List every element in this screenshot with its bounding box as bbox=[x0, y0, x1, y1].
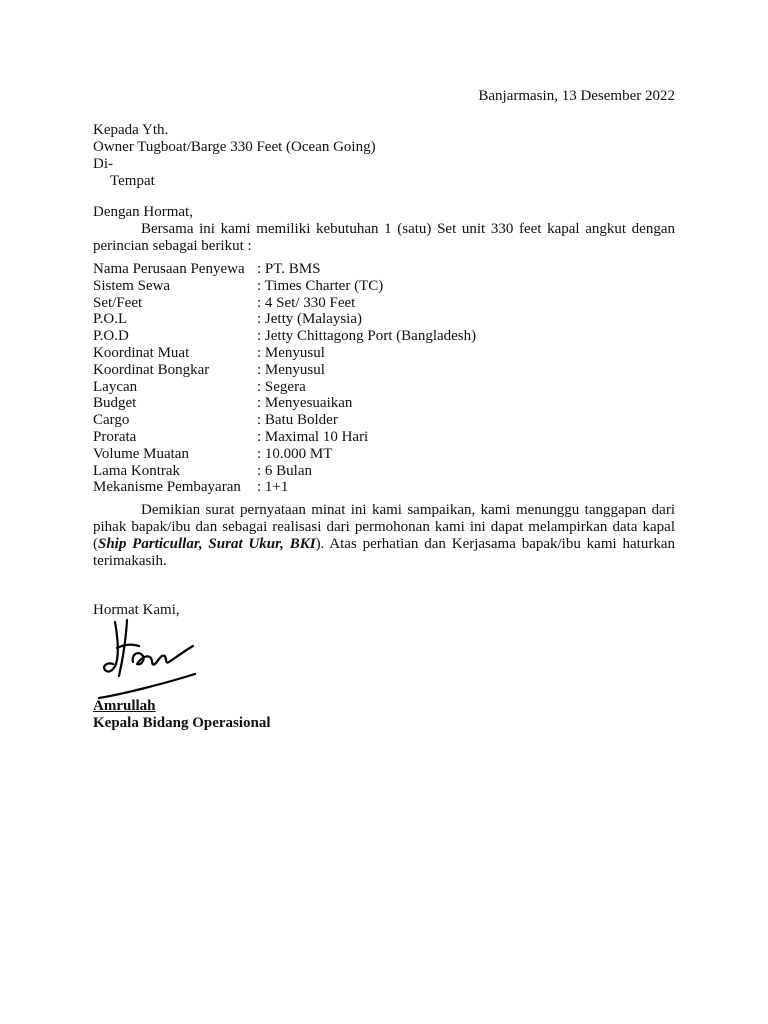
detail-label: Volume Muatan bbox=[93, 445, 189, 462]
sign-off: Hormat Kami, bbox=[93, 602, 180, 618]
detail-row bbox=[93, 278, 653, 295]
recipient-place: Tempat bbox=[110, 173, 155, 189]
detail-value: : Jetty (Malaysia) bbox=[257, 311, 362, 328]
detail-row bbox=[93, 345, 653, 362]
detail-row bbox=[93, 311, 653, 328]
detail-value: : Jetty Chittagong Port (Bangladesh) bbox=[257, 328, 477, 345]
intro-paragraph bbox=[93, 221, 675, 255]
detail-value: : Menyusul bbox=[257, 361, 325, 378]
greeting: Dengan Hormat, bbox=[93, 204, 193, 220]
detail-label: P.O.D bbox=[93, 328, 129, 345]
detail-value: : 10.000 MT bbox=[257, 445, 333, 462]
signer-title: Kepala Bidang Operasional bbox=[93, 715, 271, 731]
detail-label: Koordinat Muat bbox=[93, 344, 190, 361]
detail-value: : Menyusul bbox=[257, 344, 325, 361]
handwritten-signature bbox=[93, 614, 203, 704]
detail-row bbox=[93, 379, 653, 396]
intro-text: Bersama ini kami memiliki kebutuhan 1 (satu) Set unit 330 feet kapal angkut dengan perincian sebagai berikut : bbox=[93, 221, 675, 254]
detail-label: Lama Kontrak bbox=[93, 462, 181, 479]
detail-row bbox=[93, 295, 653, 312]
recipient-di: Di- bbox=[93, 156, 113, 172]
detail-label: Cargo bbox=[93, 412, 130, 429]
detail-label: Koordinat Bongkar bbox=[93, 361, 210, 378]
detail-row bbox=[93, 261, 653, 278]
detail-value: : Times Charter (TC) bbox=[257, 277, 384, 294]
detail-label: Prorata bbox=[93, 428, 137, 445]
detail-value: : Menyesuaikan bbox=[257, 395, 353, 412]
detail-row bbox=[93, 446, 653, 463]
detail-label: Set/Feet bbox=[93, 294, 143, 311]
signer-name: Amrullah bbox=[93, 698, 156, 714]
detail-label: Budget bbox=[93, 395, 137, 412]
closing-emphasis: Ship Particullar, Surat Ukur, BKI bbox=[98, 536, 316, 552]
detail-value: : 1+1 bbox=[257, 479, 289, 496]
closing-text-part1: Demikian surat pernyataan minat ini kami sampaikan, kami menunggu tanggapan dari pihak bapak/ibu dan sebagai realisasi dari permohonan kami ini dapat melampirkan data kapal ( bbox=[93, 502, 675, 552]
detail-row bbox=[93, 412, 653, 429]
detail-row bbox=[93, 463, 653, 480]
recipient-name: Owner Tugboat/Barge 330 Feet (Ocean Going) bbox=[93, 139, 376, 155]
detail-row bbox=[93, 395, 653, 412]
intro-block bbox=[93, 204, 675, 255]
detail-value: : Batu Bolder bbox=[257, 412, 338, 429]
detail-row bbox=[93, 479, 653, 496]
closing-paragraph bbox=[93, 502, 675, 570]
detail-row bbox=[93, 429, 653, 446]
detail-row bbox=[93, 362, 653, 379]
detail-value: : 6 Bulan bbox=[257, 462, 312, 479]
recipient-salutation: Kepada Yth. bbox=[93, 122, 169, 138]
closing-text-part2: ). Atas perhatian dan Kerjasama bapak/ibu kami haturkan terimakasih. bbox=[93, 536, 675, 569]
detail-value: : Segera bbox=[257, 378, 306, 395]
detail-label: P.O.L bbox=[93, 311, 128, 328]
detail-value: : Maximal 10 Hari bbox=[257, 428, 369, 445]
details-list bbox=[93, 261, 653, 496]
detail-label: Laycan bbox=[93, 378, 138, 395]
detail-value: : 4 Set/ 330 Feet bbox=[257, 294, 356, 311]
detail-label: Sistem Sewa bbox=[93, 277, 171, 294]
recipient-block bbox=[93, 122, 376, 190]
place-date: Banjarmasin, 13 Desember 2022 bbox=[478, 88, 675, 104]
detail-label: Nama Perusaan Penyewa bbox=[93, 261, 245, 277]
detail-value: : PT. BMS bbox=[257, 261, 321, 277]
detail-label: Mekanisme Pembayaran bbox=[93, 479, 241, 496]
detail-row bbox=[93, 328, 653, 345]
